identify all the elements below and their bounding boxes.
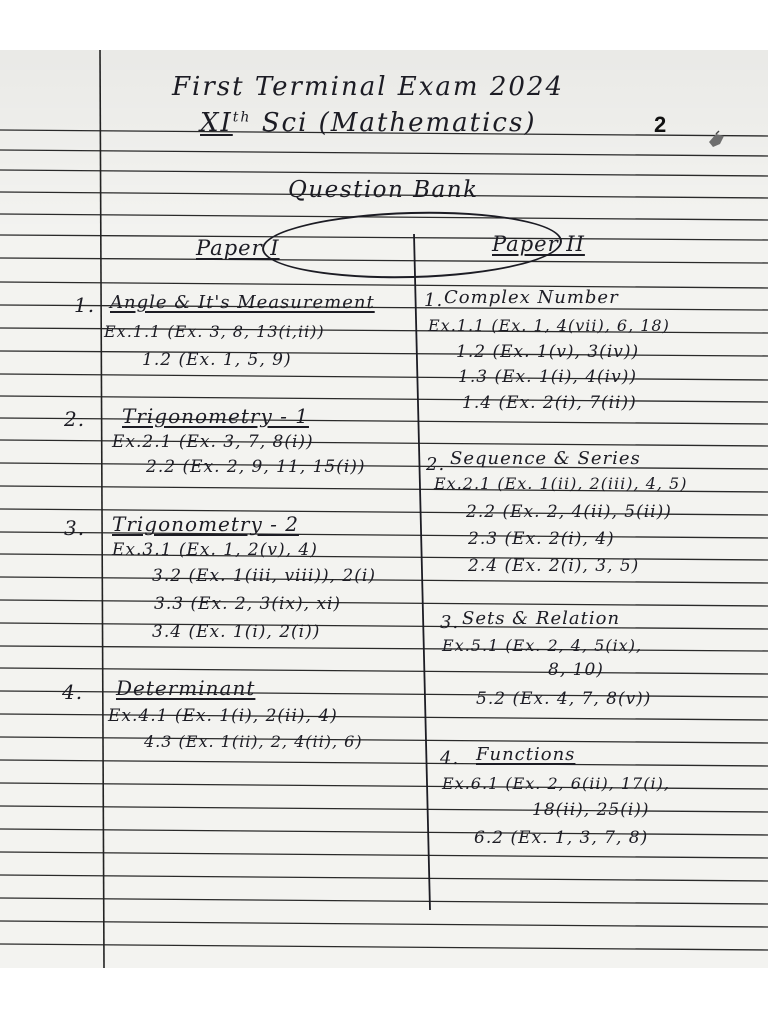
paper-2-topic-2-line-1: Ex.2.1 (Ex. 1(ii), 2(iii), 4, 5) <box>434 474 688 493</box>
paper-2-topic-4-name: Functions <box>476 744 576 765</box>
paper-2-topic-1-number: 1. <box>424 290 444 311</box>
paper-1-topic-3-line-4: 3.4 (Ex. 1(i), 2(i)) <box>152 622 321 642</box>
paper-2-topic-3-line-3: 5.2 (Ex. 4, 7, 8(v)) <box>476 689 652 709</box>
paper-1-topic-2-line-2: 2.2 (Ex. 2, 9, 11, 15(i)) <box>146 457 366 477</box>
page-margin-bottom <box>0 968 768 1024</box>
paper-1-topic-3-line-3: 3.3 (Ex. 2, 3(ix), xi) <box>154 594 342 614</box>
paper-1-topic-3-number: 3. <box>64 516 86 540</box>
paper-2-topic-1-line-4: 1.4 (Ex. 2(i), 7(ii)) <box>462 393 637 413</box>
paper-2-topic-3-number: 3. <box>440 612 460 633</box>
paper-2-topic-3-line-1: Ex.5.1 (Ex. 2, 4, 5(ix), <box>442 636 643 655</box>
paper-1-topic-3-line-1: Ex.3.1 (Ex. 1, 2(v), 4) <box>112 540 318 560</box>
paper-2-topic-3-line-2: 8, 10) <box>548 660 604 680</box>
paper-2-topic-4-number: 4. <box>440 748 460 769</box>
paper-1-topic-4-name: Determinant <box>116 676 256 700</box>
pin-mark-icon <box>706 130 728 150</box>
paper-2-topic-1-line-1: Ex.1.1 (Ex. 1, 4(vii), 6, 18) <box>428 316 670 335</box>
paper-1-topic-4-line-1: Ex.4.1 (Ex. 1(i), 2(ii), 4) <box>108 706 338 726</box>
paper-1-topic-4-line-2: 4.3 (Ex. 1(ii), 2, 4(ii), 6) <box>144 732 363 751</box>
paper-1-topic-1-number: 1. <box>74 293 96 317</box>
paper-1-topic-1-name: Angle & It's Measurement <box>110 292 375 313</box>
class-label: XI <box>200 108 233 138</box>
question-bank-label: Question Bank <box>288 177 479 203</box>
paper-2-topic-1-name: Complex Number <box>444 287 619 308</box>
paper-2-topic-2-number: 2. <box>426 454 446 475</box>
paper-1-topic-2-name: Trigonometry - 1 <box>122 404 309 428</box>
paper-2-topic-4-line-3: 6.2 (Ex. 1, 3, 7, 8) <box>474 828 649 848</box>
paper-2-topic-1-line-2: 1.2 (Ex. 1(v), 3(iv)) <box>456 342 640 362</box>
exam-title: First Terminal Exam 2024 <box>172 72 565 102</box>
paper-2-topic-1-line-3: 1.3 (Ex. 1(i), 4(iv)) <box>458 367 637 387</box>
subject-label: Sci (Mathematics) <box>261 108 537 138</box>
paper-1-topic-2-number: 2. <box>64 407 86 431</box>
paper-1-heading: Paper I <box>196 236 280 260</box>
paper-1-topic-1-line-1: Ex.1.1 (Ex. 3, 8, 13(i,ii)) <box>104 322 325 341</box>
paper-2-topic-2-name: Sequence & Series <box>450 448 641 469</box>
paper-2-topic-2-line-3: 2.3 (Ex. 2(i), 4) <box>468 529 615 549</box>
page-number: 2 <box>654 112 667 137</box>
paper-2-heading: Paper II <box>492 232 585 256</box>
class-suffix: th <box>232 109 252 126</box>
paper-1-topic-3-line-2: 3.2 (Ex. 1(iii, viii)), 2(i) <box>152 566 376 586</box>
paper-1-topic-3-name: Trigonometry - 2 <box>112 512 299 536</box>
paper-2-topic-2-line-4: 2.4 (Ex. 2(i), 3, 5) <box>468 556 640 576</box>
paper-1-topic-2-line-1: Ex.2.1 (Ex. 3, 7, 8(i)) <box>112 432 314 452</box>
paper-2-topic-2-line-2: 2.2 (Ex. 2, 4(ii), 5(ii)) <box>466 502 672 522</box>
paper-2-topic-4-line-1: Ex.6.1 (Ex. 2, 6(ii), 17(i), <box>442 774 670 793</box>
paper-1-topic-1-line-2: 1.2 (Ex. 1, 5, 9) <box>142 350 292 370</box>
paper-2-topic-3-name: Sets & Relation <box>462 608 621 629</box>
paper-2-topic-4-line-2: 18(ii), 25(i)) <box>532 800 650 820</box>
class-subject-line <box>200 108 536 138</box>
paper-1-topic-4-number: 4. <box>62 680 84 704</box>
